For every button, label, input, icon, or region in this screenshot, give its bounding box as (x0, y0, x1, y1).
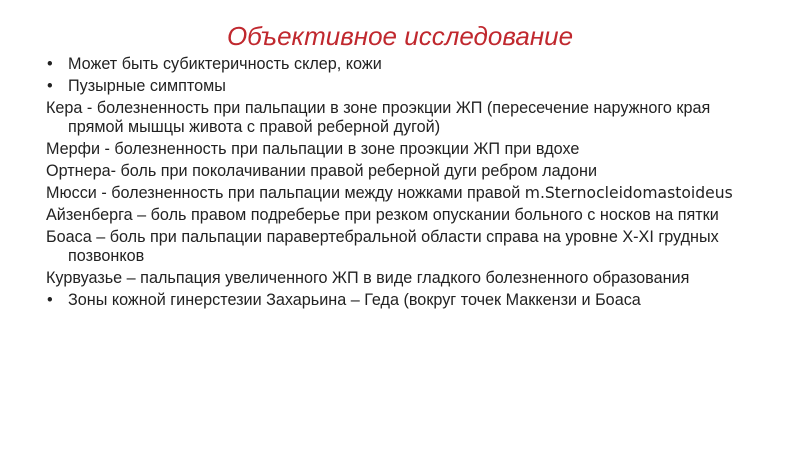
symptom-ortner: Ортнера- боль при поколачивании правой реберной дуги ребром ладони (46, 162, 597, 181)
symptom-eisenberg: Айзенберга – боль правом подреберье при резком опускании больного с носков на пятки (46, 205, 719, 224)
bullet-subicteric: • Может быть субиктеричность склер, кожи (46, 55, 766, 75)
symptom-mussy-text: Мюсси - болезненность при пальпации между ножками правой (46, 184, 525, 203)
symptom-boas: Боаса – боль при пальпации паравертебральной области справа на уровне X-XI грудных позвонков (46, 227, 719, 266)
slide-body (46, 55, 766, 313)
symptom-mussy-muscle: m.Sternocleidomastoideus (524, 184, 733, 203)
symptom-kera: Кера - болезненность при пальпации в зоне проэкции ЖП (пересечение наружного края прямой мышцы живота с правой реберной дугой) (46, 98, 711, 137)
symptom-courvoisier: Курвуазье – пальпация увеличенного ЖП в виде гладкого болезненного образования (46, 269, 690, 288)
slide-title: Объективное исследование (226, 21, 574, 51)
symptom-murphy: Мерфи - болезненность при пальпации в зоне проэкции ЖП при вдохе (46, 140, 580, 159)
bullet-zakharyin-head-zones: • Зоны кожной гинерстезии Захарьина – Геда (вокруг точек Маккензи и Боаса (46, 291, 766, 311)
symptom-mussy (46, 184, 766, 204)
bullet-vesical-symptoms: • Пузырные симптомы (46, 77, 766, 97)
